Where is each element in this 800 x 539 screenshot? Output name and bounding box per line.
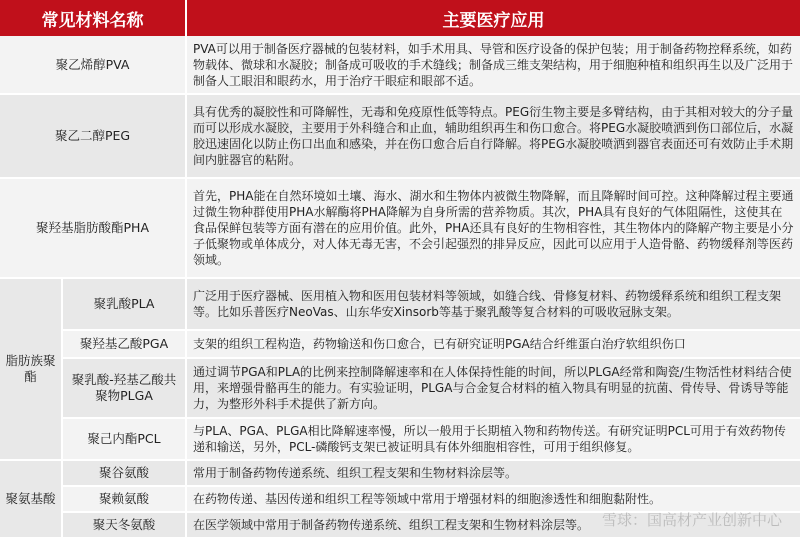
- table-row: [0, 278, 800, 330]
- table-row: [0, 330, 800, 358]
- material-name: 聚天冬氨酸: [62, 512, 186, 538]
- material-application: 常用于制备药物传递系统、组织工程支架和生物材料涂层等。: [186, 460, 800, 486]
- header-medical-application: 主要医疗应用: [186, 0, 800, 36]
- table-header: [0, 0, 800, 36]
- material-name: 聚乙二醇PEG: [0, 94, 186, 178]
- group-label: 聚氨基酸: [0, 460, 62, 538]
- material-name: 聚己内酯PCL: [62, 418, 186, 460]
- material-application: 与PLA、PGA、PLGA相比降解速率慢，所以一般用于长期植入物和药物传送。有研究证明PCL可用于有效药物传递和输送，另外，PCL-磷酸钙支架已被证明具有体外细胞相容性，可用于组织修复。: [186, 418, 800, 460]
- material-application: 首先，PHA能在自然环境如土壤、海水、湖水和生物体内被微生物降解，而且降解时间可控。这种降解过程主要通过微生物种群使用PHA水解酶将PHA降解为自身所需的营养物质。其次，PHA具有良好的气体阻隔性，这使其在食品保鲜包装等方面有潜在的应用价值。此外，PHA还具有良好的生物相容性，其生物体内的降解产物主要是小分子低聚物或单体成分，对人体无毒无害，不会引起强烈的排异反应，因此可以应用于人造骨骼、药物缓释剂等医药领域。: [186, 178, 800, 278]
- material-name: 聚羟基脂肪酸酯PHA: [0, 178, 186, 278]
- header-material-name: 常见材料名称: [0, 0, 186, 36]
- material-application: 通过调节PGA和PLA的比例来控制降解速率和在人体保持性能的时间，所以PLGA经常和陶瓷/生物活性材料结合使用，来增强骨骼再生的能力。有实验证明，PLGA与合金复合材料的植入物具有明显的抗菌、骨传导、骨诱导等能力，为整形外科手术提供了新方向。: [186, 358, 800, 418]
- material-application: 支架的组织工程构造，药物输送和伤口愈合，已有研究证明PGA结合纤维蛋白治疗软组织伤口: [186, 330, 800, 358]
- watermark: 雪球：国高材产业创新中心: [602, 509, 782, 530]
- material-name: 聚乳酸-羟基乙酸共聚物PLGA: [62, 358, 186, 418]
- material-name: 聚乳酸PLA: [62, 278, 186, 330]
- group-label: 脂肪族聚酯: [0, 278, 62, 460]
- table-row: [0, 178, 800, 278]
- table-row: [0, 418, 800, 460]
- material-application: 具有优秀的凝胶性和可降解性，无毒和免疫原性低等特点。PEG衍生物主要是多臂结构，由于其相对较大的分子量而可以形成水凝胶，主要用于外科缝合和止血，辅助组织再生和伤口愈合。将PEG水凝胶喷洒到伤口部位后，水凝胶迅速固化以防止伤口出血和感染，并在伤口愈合后自行降解。将PEG水凝胶喷洒到器官表面还可有效防止手术期间内脏器官的粘附。: [186, 94, 800, 178]
- material-application: 在医学领域中常用于制备药物传递系统、组织工程支架和生物材料涂层等。: [186, 512, 800, 538]
- material-application: 广泛用于医疗器械、医用植入物和医用包装材料等领域，如缝合线、骨修复材料、药物缓释系统和组织工程支架等。比如乐普医疗NeoVas、山东华安Xinsorb等基于聚乳酸等复合材料的可吸收冠脉支架。: [186, 278, 800, 330]
- material-name: 聚赖氨酸: [62, 486, 186, 512]
- material-name: 聚羟基乙酸PGA: [62, 330, 186, 358]
- material-name: 聚谷氨酸: [62, 460, 186, 486]
- material-name: 聚乙烯醇PVA: [0, 36, 186, 94]
- table-row: [0, 36, 800, 94]
- material-application: 在药物传递、基因传递和组织工程等领域中常用于增强材料的细胞渗透性和细胞黏附性。: [186, 486, 800, 512]
- table-row: [0, 460, 800, 486]
- material-application: PVA可以用于制备医疗器械的包装材料，如手术用具、导管和医疗设备的保护包装；用于制备药物控释系统，如药物载体、微球和水凝胶；制备成可吸收的手术缝线；制备成三维支架结构，用于细胞种植和组织再生以及广泛用于制备人工眼泪和眼药水，用于治疗干眼症和眼部不适。: [186, 36, 800, 94]
- table-row: [0, 358, 800, 418]
- table-row: [0, 94, 800, 178]
